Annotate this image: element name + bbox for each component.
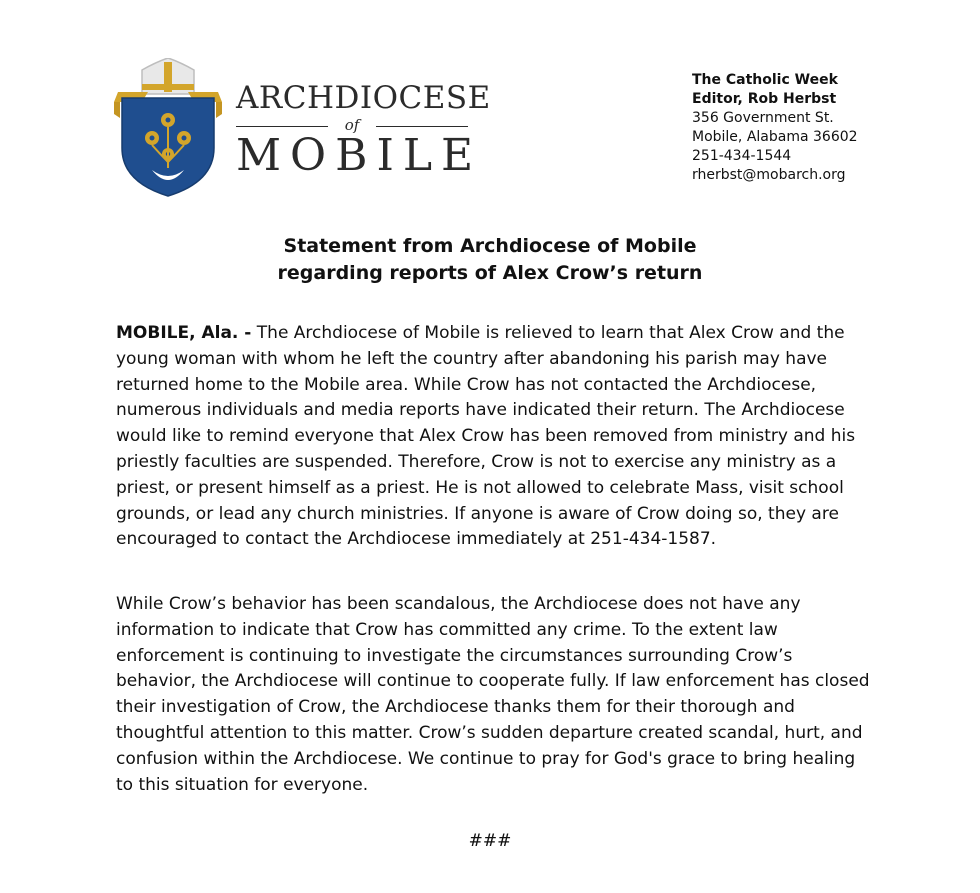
- logo-line-archdiocese: ARCHDIOCESE: [236, 80, 491, 116]
- logo-rule-right: [376, 126, 468, 127]
- logo-line-of: of: [344, 116, 360, 134]
- archdiocese-logo: [112, 58, 491, 198]
- crest-icon: [112, 58, 224, 198]
- contact-publication: The Catholic Week: [692, 72, 838, 88]
- paragraph-2: While Crow’s behavior has been scandalous, the Archdiocese does not have any information to indicate that Crow has committed any crime. To the extent law enforcement is continuing to investigate the circumstances surrounding Crow’s behavior, the Archdiocese will continue to cooperate fully. If law enforcement has closed their investigation of Crow, the Archdiocese thanks them for their thorough and thoughtful attention to this matter. Crow’s sudden departure created scandal, hurt, and confusion within the Archdiocese. We continue to pray for God's grace to bring healing to this situation for everyone.: [116, 594, 870, 795]
- end-mark: ###: [468, 831, 512, 851]
- paragraph-1-text: The Archdiocese of Mobile is relieved to learn that Alex Crow and the young woman with whom he left the country after abandoning his parish may have returned home to the Mobile area. While Crow has not contacted the Archdiocese, numerous individuals and media reports have indicated their return. The Archdiocese would like to remind everyone that Alex Crow has been removed from ministry and his priestly faculties are suspended. Therefore, Crow is not to exercise any ministry as a priest, or present himself as a priest. He is not allowed to celebrate Mass, visit school grounds, or lead any church ministries. If anyone is aware of Crow doing so, they are encouraged to contact the Archdiocese immediately at 251-434-1587.: [116, 323, 856, 550]
- contact-city: Mobile, Alabama 36602: [692, 129, 858, 145]
- contact-editor: Editor, Rob Herbst: [692, 91, 837, 107]
- logo-line-mobile: MOBILE: [236, 130, 483, 181]
- statement-title: [0, 233, 980, 287]
- title-line-1: Statement from Archdiocese of Mobile: [283, 235, 697, 257]
- title-line-2: regarding reports of Alex Crow’s return: [277, 262, 703, 284]
- contact-email[interactable]: rherbst@mobarch.org: [692, 167, 846, 183]
- contact-phone: 251-434-1544: [692, 148, 792, 164]
- dateline: MOBILE, Ala. -: [116, 323, 252, 343]
- contact-block: [692, 71, 858, 185]
- contact-street: 356 Government St.: [692, 110, 834, 126]
- paragraph-1: [116, 321, 876, 553]
